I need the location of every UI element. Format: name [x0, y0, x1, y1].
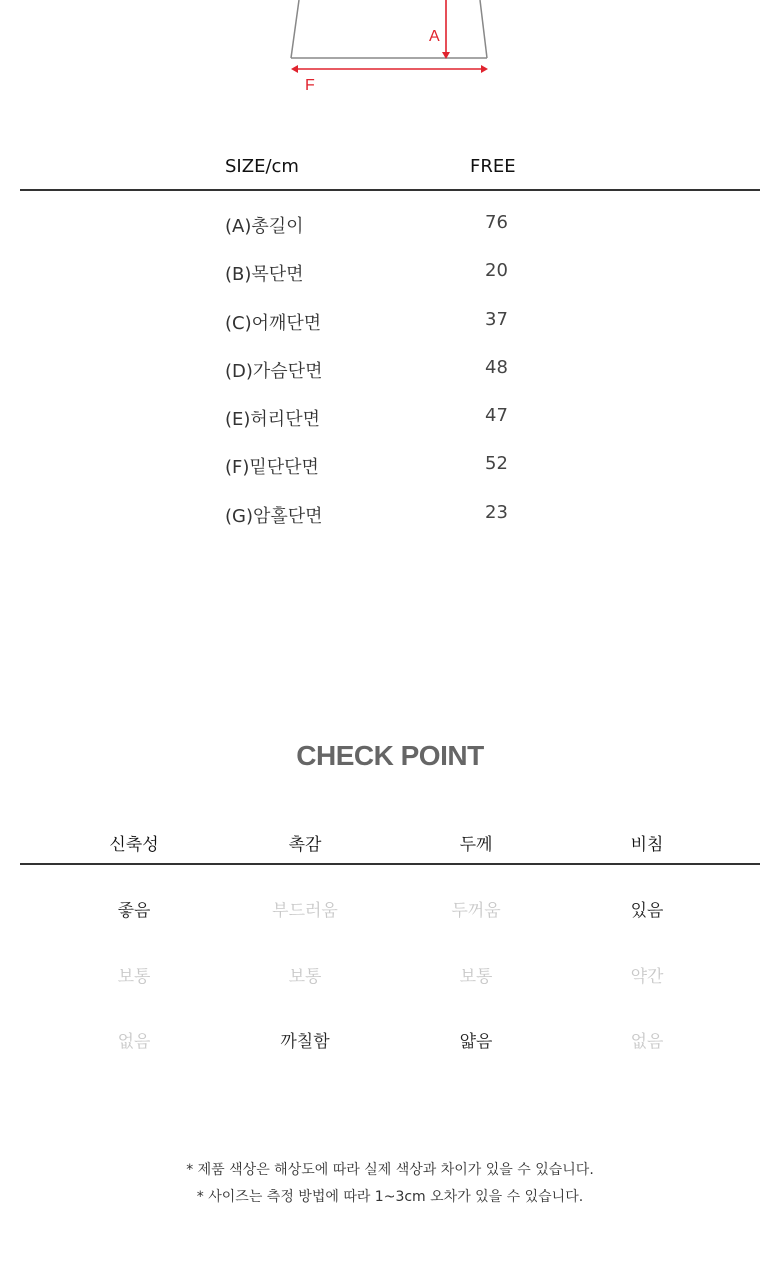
check-point-grid [0, 892, 780, 1062]
size-row-value: 48 [485, 356, 508, 378]
check-option: 약간 [630, 967, 664, 987]
check-column-header: 두께 [459, 835, 493, 855]
size-row-label: (G)암홀단면 [225, 505, 323, 527]
check-option: 없음 [117, 1032, 151, 1052]
size-row [0, 351, 780, 399]
check-option: 좋음 [117, 901, 151, 921]
measurement-diagram [0, 0, 780, 110]
size-row-label: (D)가슴단면 [225, 360, 323, 382]
check-point-header [0, 830, 780, 860]
size-row [0, 447, 780, 495]
garment-outline-left [291, 0, 299, 58]
size-row [0, 496, 780, 544]
note-size: * 사이즈는 측정 방법에 따라 1~3cm 오차가 있을 수 있습니다. [196, 1189, 584, 1205]
size-row-value: 52 [485, 453, 508, 475]
size-row-value: 37 [485, 308, 508, 330]
size-header-label: SIZE/cm [225, 156, 299, 177]
hem-arrow-f-left-head [291, 65, 298, 73]
hem-arrow-f-right-head [481, 65, 488, 73]
check-option: 보통 [288, 967, 322, 987]
check-point-divider [20, 863, 760, 865]
label-f: F [305, 77, 315, 94]
size-row-value: 47 [485, 405, 508, 427]
garment-outline-right [480, 0, 487, 58]
size-row-value: 20 [485, 260, 508, 282]
size-table-divider [20, 189, 760, 191]
check-option: 보통 [459, 967, 493, 987]
size-row-value: 76 [485, 212, 508, 233]
size-row-value: 23 [485, 501, 508, 523]
label-a: A [429, 28, 440, 45]
size-table-body [0, 206, 780, 544]
size-header-value: FREE [470, 156, 516, 177]
check-column-header: 촉감 [288, 835, 322, 855]
size-row-label: (B)목단면 [225, 264, 304, 286]
size-row [0, 303, 780, 351]
size-table-header [0, 156, 780, 186]
size-row-label: (F)밑단단면 [225, 457, 319, 479]
check-column-header: 신축성 [109, 835, 159, 855]
check-option: 두꺼움 [451, 901, 501, 921]
size-row [0, 399, 780, 447]
check-option: 까칠함 [280, 1032, 330, 1052]
check-option: 없음 [630, 1032, 664, 1052]
check-option: 부드러움 [272, 901, 338, 921]
size-row [0, 206, 780, 254]
size-row-label: (E)허리단면 [225, 409, 320, 431]
size-row [0, 254, 780, 302]
check-column-header: 비침 [630, 835, 664, 855]
check-point-title: CHECK POINT [296, 740, 484, 771]
disclaimer-notes [0, 1158, 780, 1212]
check-option: 얇음 [459, 1032, 493, 1052]
size-row-label: (A)총길이 [225, 216, 304, 237]
check-option: 있음 [630, 901, 664, 921]
note-color: * 제품 색상은 해상도에 따라 실제 색상과 차이가 있을 수 있습니다. [186, 1162, 594, 1178]
size-row-label: (C)어깨단면 [225, 312, 322, 334]
check-option: 보통 [117, 967, 151, 987]
